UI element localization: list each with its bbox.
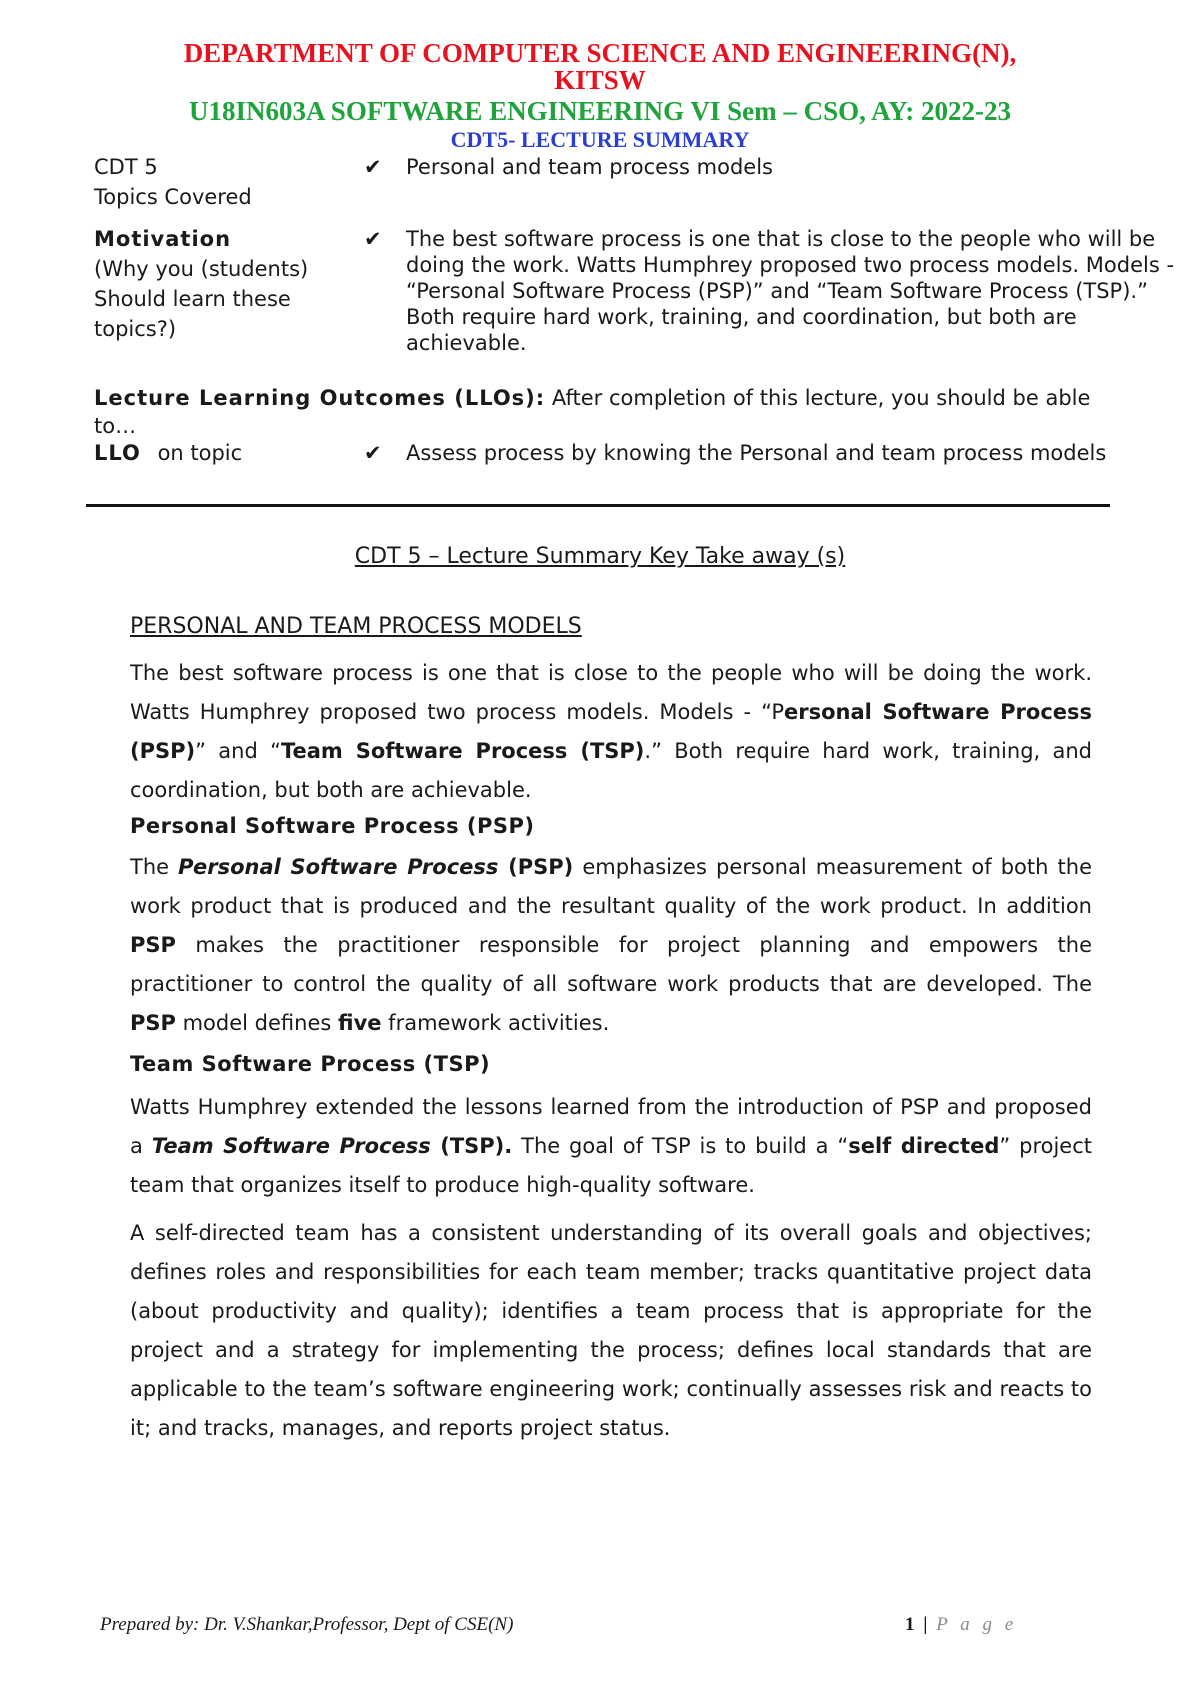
- institute-name: KITSW: [554, 65, 646, 95]
- llo-label-cell: [94, 440, 364, 466]
- psp-bold-1: PSP: [130, 933, 176, 957]
- tsp-text-a: Watts Humphrey extended the lessons learned from the introduction of PSP and proposed a: [130, 1095, 1092, 1158]
- department-title: DEPARTMENT OF COMPUTER SCIENCE AND ENGINEERING(N),: [183, 38, 1017, 68]
- checkmark-icon: ✔: [364, 441, 382, 465]
- psp-five: five: [338, 1011, 382, 1035]
- summary-subtitle: CDT 5 – Lecture Summary Key Take away (s): [354, 544, 846, 569]
- psp-name-italic: Personal Software Process: [178, 855, 499, 879]
- page-indicator: [905, 1614, 1017, 1636]
- psp-abbrev: (PSP): [498, 855, 574, 879]
- motivation-label: Motivation: [94, 227, 232, 251]
- tsp-paragraph: [130, 1088, 1092, 1205]
- psp-text-a: The: [130, 855, 179, 879]
- intro-text-c: ” and “: [195, 739, 281, 763]
- section-title: PERSONAL AND TEAM PROCESS MODELS: [130, 614, 582, 639]
- topics-label: Topics Covered: [94, 185, 252, 209]
- tsp-name-italic: Team Software Process: [151, 1134, 431, 1158]
- intro-text-e: .” Both require hard work, training, and coordination, but both are achievable.: [130, 739, 1092, 802]
- psp-text-f: makes the practitioner responsible for project planning and empowers the practitioner to control the quality of all software work products that are developed. The: [130, 933, 1092, 996]
- llo-on-topic: on topic: [157, 441, 243, 465]
- cdt-label: CDT 5: [94, 155, 158, 179]
- topics-label-cell: [94, 154, 364, 210]
- horizontal-divider: [86, 504, 1110, 507]
- llo-heading-block: [94, 384, 1094, 440]
- psp-text-d: emphasizes personal measurement of both the work product that is produced and the resultant quality of the work product. In addition: [130, 855, 1093, 918]
- llo-value: Assess process by knowing the Personal and team process models: [406, 441, 1107, 465]
- checkmark-icon: ✔: [364, 227, 382, 251]
- page-number: 1: [905, 1614, 915, 1635]
- llo-intro: After completion of this lecture, you should be able to…: [94, 386, 1091, 438]
- topics-value: Personal and team process models: [406, 155, 773, 179]
- tsp-heading: Team Software Process (TSP): [130, 1052, 491, 1076]
- page-footer: [100, 1614, 1100, 1636]
- self-directed-text: A self-directed team has a consistent understanding of its overall goals and objectives; defines roles and responsibilities for each team member; tracks quantitative project data (about productivity and quality); identifies a team process that is appropriate for the project and a strategy for implementing the process; defines local standards that are applicable to the team’s software engineering work; continually assesses risk and reacts to it; and tracks, manages, and reports project status.: [130, 1221, 1092, 1440]
- cdt-title: CDT5- LECTURE SUMMARY: [450, 127, 750, 152]
- intro-psp-name: ersonal Software Process (PSP): [130, 700, 1093, 763]
- llo-label: LLO: [94, 441, 141, 465]
- tsp-abbrev: (TSP).: [430, 1134, 513, 1158]
- psp-text-h: model defines: [175, 1011, 338, 1035]
- motivation-text: The best software process is one that is close to the people who will be doing the work. Watts Humphrey proposed two process models. Models - “Personal Software Process (PSP)” and “Team Software Process (TSP).” Both require hard work, training, and coordination, but both are achievable.: [406, 227, 1175, 355]
- page-word: P a g e: [936, 1614, 1018, 1635]
- intro-tsp-name: Team Software Process (TSP): [280, 739, 645, 763]
- intro-paragraph: [130, 654, 1092, 810]
- intro-text-a: The best software process is one that is close to the people who will be doing the work. Watts Humphrey proposed two process models. Models - “P: [130, 661, 1092, 724]
- self-directed-paragraph: [130, 1214, 1092, 1448]
- psp-paragraph: [130, 848, 1092, 1043]
- psp-bold-2: PSP: [130, 1011, 176, 1035]
- page-separator: |: [923, 1614, 928, 1635]
- motivation-subtitle: (Why you (students) Should learn these topics?): [94, 257, 309, 341]
- tsp-text-f: ” project team that organizes itself to produce high-quality software.: [130, 1134, 1093, 1197]
- psp-heading: Personal Software Process (PSP): [130, 814, 535, 838]
- document-header: [0, 38, 1200, 152]
- motivation-label-cell: [94, 226, 344, 344]
- llo-heading: Lecture Learning Outcomes (LLOs):: [94, 386, 546, 410]
- psp-text-j: framework activities.: [381, 1011, 610, 1035]
- tsp-text-d: The goal of TSP is to build a “: [512, 1134, 849, 1158]
- checkmark-icon: ✔: [364, 155, 382, 179]
- tsp-self-directed: self directed: [848, 1134, 1000, 1158]
- prepared-by: Prepared by: Dr. V.Shankar,Professor, Dept of CSE(N): [100, 1614, 514, 1635]
- course-title: U18IN603A SOFTWARE ENGINEERING VI Sem – CSO, AY: 2022-23: [189, 96, 1011, 126]
